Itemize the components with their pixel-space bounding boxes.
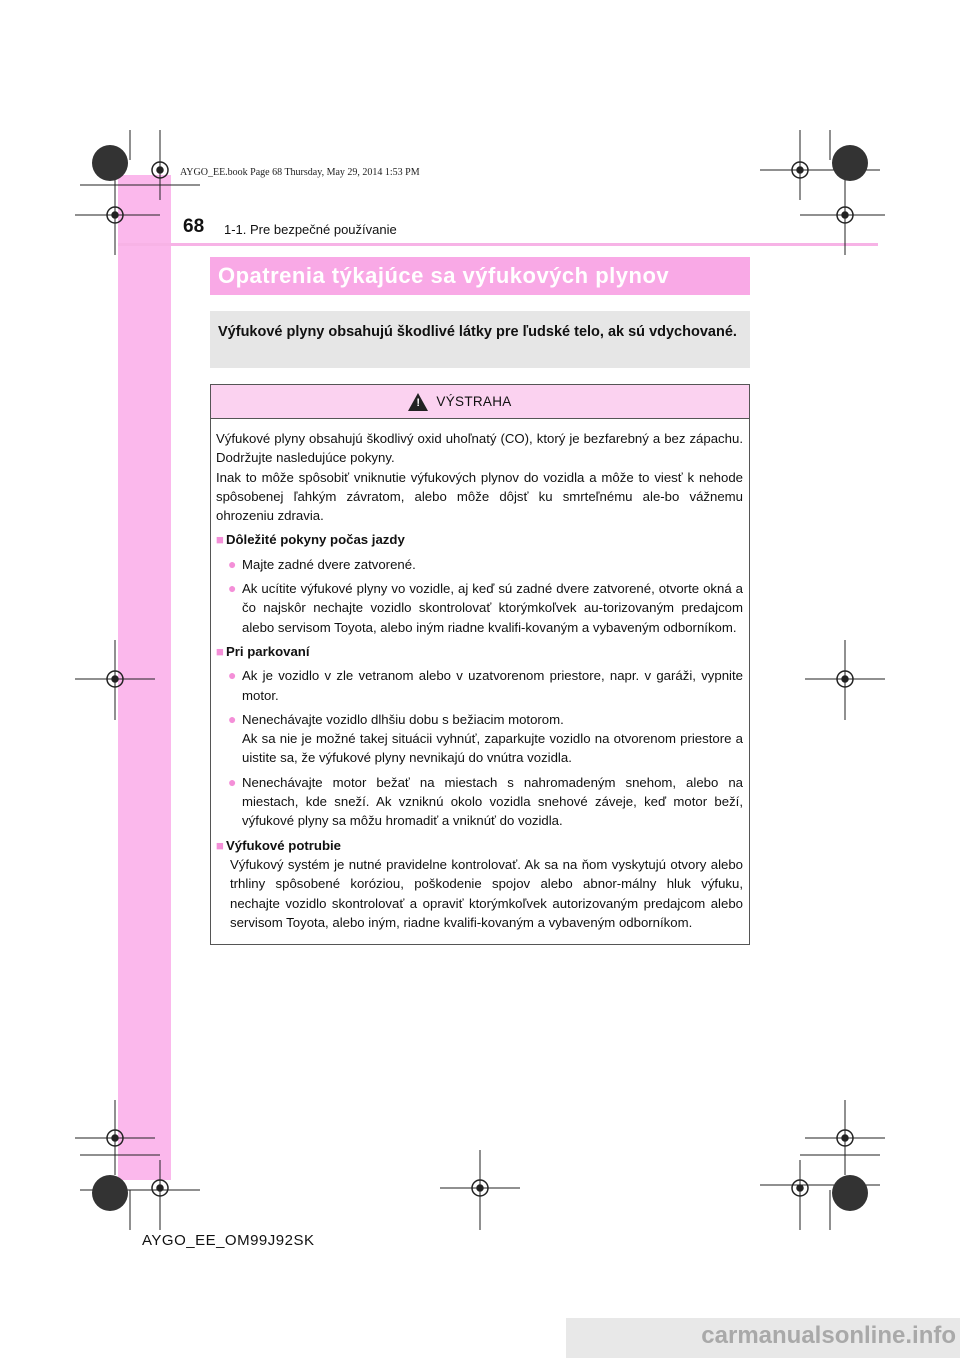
summary-text: Výfukové plyny obsahujú škodlivé látky pre ľudské telo, ak sú vdychované. — [218, 324, 737, 340]
page-title: Opatrenia týkajúce sa výfukových plynov — [218, 263, 670, 288]
circle-bullet-icon: ● — [228, 555, 237, 572]
warning-intro-1: Výfukové plyny obsahujú škodlivý oxid uhoľnatý (CO), ktorý je bezfarebný a bez zápachu. Dodržujte nasledujúce pokyny. — [216, 431, 743, 466]
section-header: 1-1. Pre bezpečné používanie — [224, 222, 397, 237]
circle-bullet-icon: ● — [228, 773, 237, 790]
watermark-bar — [566, 1318, 960, 1358]
square-bullet-icon: ■ — [216, 837, 224, 853]
square-bullet-icon: ■ — [216, 532, 224, 548]
list-item-text: Majte zadné dvere zatvorené. — [242, 556, 416, 572]
page-number: 68 — [183, 216, 205, 237]
square-bullet-icon: ■ — [216, 643, 224, 659]
footer-code: AYGO_EE_OM99J92SK — [142, 1232, 315, 1249]
warning-label: VÝSTRAHA — [436, 394, 512, 409]
watermark-text: carmanualsonline.info — [701, 1322, 956, 1349]
section-paragraph: Výfukový systém je nutné pravidelne kontrolovať. Ak sa na ňom vyskytujú otvory alebo trhliny spôsobené koróziou, poškodenie spojov alebo abnor-málny hluk výfuku, nechajte vozidlo skontrolovať a opraviť ktorýmkoľvek autorizovaným predajcom alebo servisom Toyota, alebo iným, riadne kvalifi-kovaným a vybaveným odborníkom. — [230, 856, 743, 930]
circle-bullet-icon: ● — [228, 580, 237, 597]
list-item-main: Nenechávajte vozidlo dlhšiu dobu s bežiacim motorom. — [242, 711, 564, 727]
warning-intro-2: Inak to môže spôsobiť vniknutie výfukových plynov do vozidla a môže to viesť k nehode spôsobenej ľahkým závratom, alebo môže dôjsť ku smrteľnému ale-bo vážnemu ohrozeniu zdravia. — [216, 469, 743, 524]
book-info: AYGO_EE.book Page 68 Thursday, May 29, 2014 1:53 PM — [180, 167, 420, 178]
circle-bullet-icon: ● — [228, 667, 237, 684]
circle-bullet-icon: ● — [228, 710, 237, 727]
section-heading-text: Dôležité pokyny počas jazdy — [225, 532, 405, 548]
list-item-text: Ak ucítite výfukové plyny vo vozidle, aj keď sú zadné dvere zatvorené, otvorte okná a čo najskôr nechajte vozidlo skontrolovať ktorýmkoľvek au-torizovaným predajcom alebo servisom Toyota, alebo iným riadne kvalifi-kovaným a vybaveným odborníkom. — [242, 581, 743, 635]
section-heading-text: Pri parkovaní — [225, 643, 310, 659]
section-heading-text: Výfukové potrubie — [225, 837, 342, 853]
list-item-text: Nenechávajte motor bežať na miestach s nahromadeným snehom, alebo na miestach, kde sneží. Ak vzniknú okolo vozidla snehové záveje, keď motor beží, výfukové plyny sa môžu hromadiť a vniknúť do vozidla. — [242, 774, 743, 829]
list-item-text: Ak je vozidlo v zle vetranom alebo v uzatvorenom priestore, napr. v garáži, vypnite motor. — [242, 668, 743, 703]
list-item-sub: Ak sa nie je možné takej situácii vyhnúť, zaparkujte vozidlo na otvorenom priestore a uistite sa, že výfukové plyny nevnikajú do vnútra vozidla. — [242, 731, 743, 766]
